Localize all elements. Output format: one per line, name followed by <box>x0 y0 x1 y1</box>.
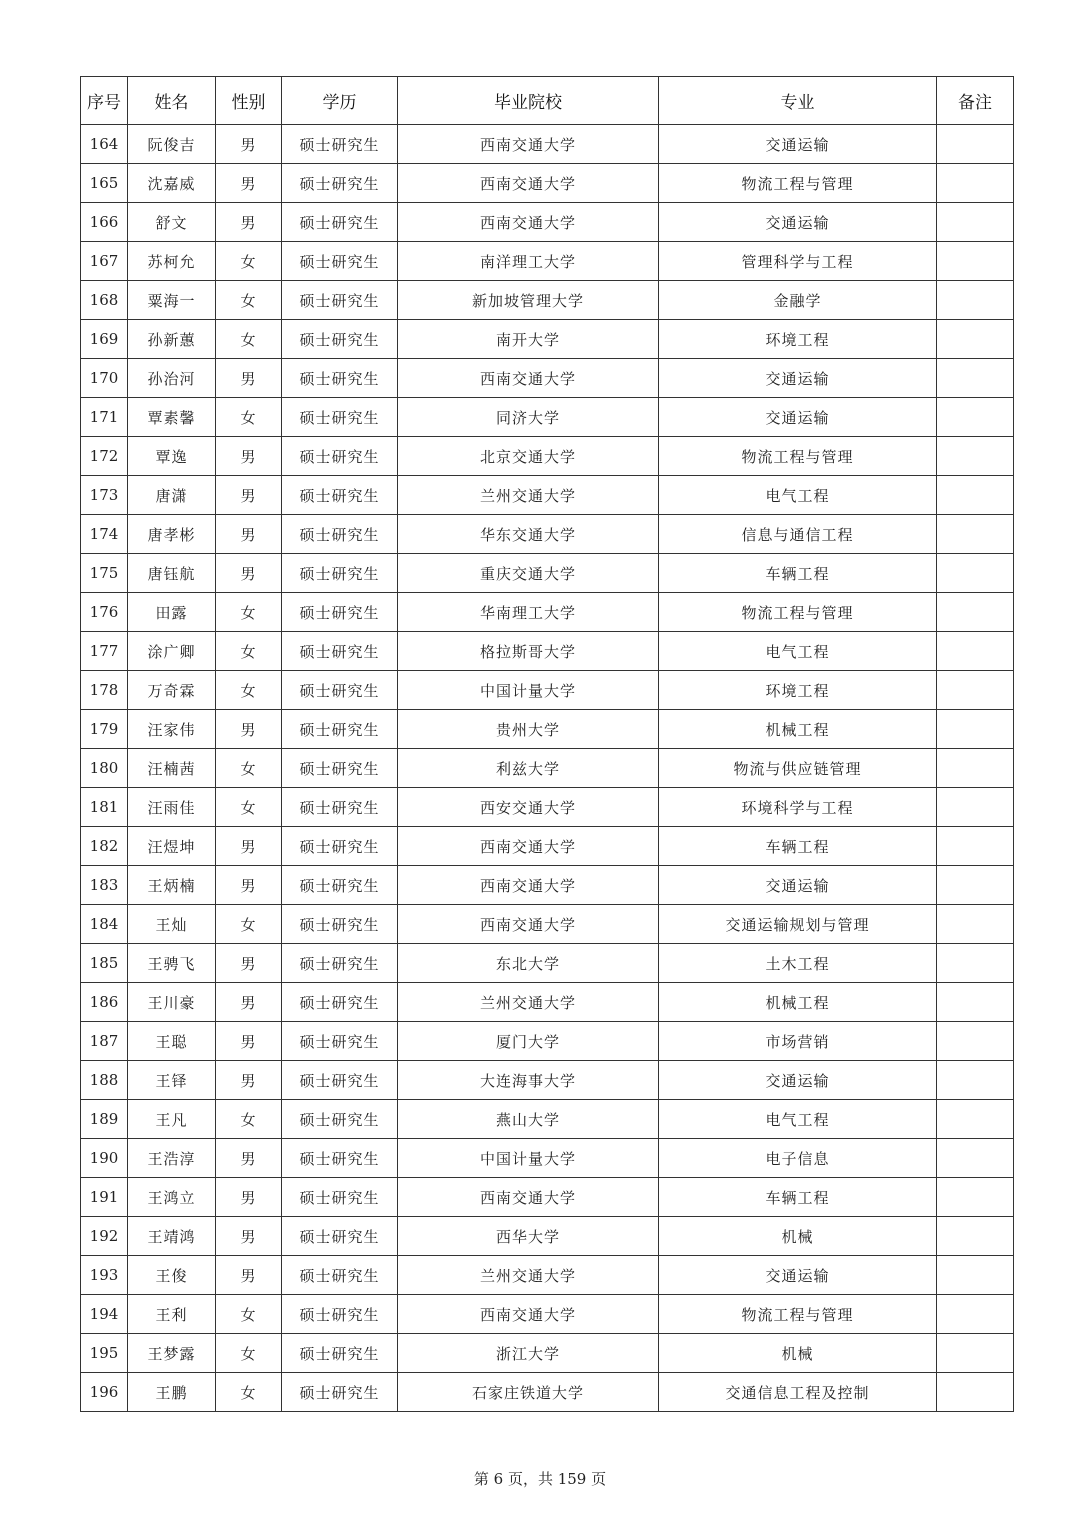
cell-col-name: 覃逸 <box>128 437 216 476</box>
cell-col-remark <box>937 1256 1014 1295</box>
cell-col-remark <box>937 710 1014 749</box>
cell-col-remark <box>937 320 1014 359</box>
cell-col-major: 物流工程与管理 <box>659 593 937 632</box>
table-row <box>81 749 1014 788</box>
cell-col-index: 180 <box>81 749 128 788</box>
cell-col-degree: 硕士研究生 <box>282 749 398 788</box>
cell-col-index: 195 <box>81 1334 128 1373</box>
cell-col-major: 交通运输 <box>659 1256 937 1295</box>
cell-col-school: 西南交通大学 <box>398 827 659 866</box>
cell-col-name: 王骋飞 <box>128 944 216 983</box>
cell-col-school: 同济大学 <box>398 398 659 437</box>
cell-col-remark <box>937 944 1014 983</box>
cell-col-name: 王聪 <box>128 1022 216 1061</box>
cell-col-major: 车辆工程 <box>659 827 937 866</box>
cell-col-school: 西南交通大学 <box>398 1295 659 1334</box>
cell-col-index: 171 <box>81 398 128 437</box>
cell-col-name: 沈嘉威 <box>128 164 216 203</box>
cell-col-gender: 女 <box>216 1100 282 1139</box>
header-col-degree: 学历 <box>282 77 398 125</box>
table-row <box>81 788 1014 827</box>
cell-col-index: 167 <box>81 242 128 281</box>
cell-col-index: 170 <box>81 359 128 398</box>
cell-col-name: 王浩淳 <box>128 1139 216 1178</box>
cell-col-school: 格拉斯哥大学 <box>398 632 659 671</box>
table-header <box>81 77 1014 125</box>
cell-col-name: 唐孝彬 <box>128 515 216 554</box>
cell-col-degree: 硕士研究生 <box>282 710 398 749</box>
cell-col-school: 华东交通大学 <box>398 515 659 554</box>
table-row <box>81 1100 1014 1139</box>
cell-col-school: 厦门大学 <box>398 1022 659 1061</box>
cell-col-index: 194 <box>81 1295 128 1334</box>
cell-col-gender: 男 <box>216 1139 282 1178</box>
cell-col-remark <box>937 203 1014 242</box>
cell-col-gender: 女 <box>216 632 282 671</box>
table-row <box>81 359 1014 398</box>
cell-col-school: 兰州交通大学 <box>398 1256 659 1295</box>
cell-col-name: 汪煜坤 <box>128 827 216 866</box>
table-body <box>81 125 1014 1412</box>
cell-col-school: 大连海事大学 <box>398 1061 659 1100</box>
cell-col-gender: 女 <box>216 281 282 320</box>
header-row <box>81 77 1014 125</box>
cell-col-remark <box>937 1139 1014 1178</box>
cell-col-remark <box>937 164 1014 203</box>
cell-col-index: 164 <box>81 125 128 164</box>
cell-col-name: 汪家伟 <box>128 710 216 749</box>
cell-col-remark <box>937 983 1014 1022</box>
cell-col-index: 174 <box>81 515 128 554</box>
cell-col-remark <box>937 788 1014 827</box>
cell-col-gender: 女 <box>216 320 282 359</box>
cell-col-index: 187 <box>81 1022 128 1061</box>
cell-col-degree: 硕士研究生 <box>282 242 398 281</box>
cell-col-name: 汪雨佳 <box>128 788 216 827</box>
cell-col-school: 新加坡管理大学 <box>398 281 659 320</box>
header-col-name: 姓名 <box>128 77 216 125</box>
cell-col-gender: 女 <box>216 1334 282 1373</box>
cell-col-remark <box>937 1022 1014 1061</box>
cell-col-major: 管理科学与工程 <box>659 242 937 281</box>
cell-col-degree: 硕士研究生 <box>282 398 398 437</box>
cell-col-name: 王凡 <box>128 1100 216 1139</box>
cell-col-degree: 硕士研究生 <box>282 1373 398 1412</box>
cell-col-remark <box>937 398 1014 437</box>
table-row <box>81 125 1014 164</box>
cell-col-degree: 硕士研究生 <box>282 1022 398 1061</box>
cell-col-degree: 硕士研究生 <box>282 1334 398 1373</box>
cell-col-major: 车辆工程 <box>659 1178 937 1217</box>
cell-col-index: 165 <box>81 164 128 203</box>
cell-col-school: 燕山大学 <box>398 1100 659 1139</box>
cell-col-index: 190 <box>81 1139 128 1178</box>
cell-col-gender: 女 <box>216 398 282 437</box>
cell-col-school: 西南交通大学 <box>398 1178 659 1217</box>
cell-col-school: 西南交通大学 <box>398 359 659 398</box>
cell-col-school: 西南交通大学 <box>398 905 659 944</box>
cell-col-index: 188 <box>81 1061 128 1100</box>
header-col-gender: 性别 <box>216 77 282 125</box>
cell-col-index: 189 <box>81 1100 128 1139</box>
cell-col-index: 191 <box>81 1178 128 1217</box>
page-footer: 第 6 页，共 159 页 <box>473 1470 607 1488</box>
table-row <box>81 164 1014 203</box>
cell-col-degree: 硕士研究生 <box>282 1217 398 1256</box>
cell-col-index: 175 <box>81 554 128 593</box>
cell-col-index: 183 <box>81 866 128 905</box>
cell-col-major: 车辆工程 <box>659 554 937 593</box>
cell-col-gender: 女 <box>216 1295 282 1334</box>
cell-col-gender: 女 <box>216 905 282 944</box>
cell-col-name: 唐潇 <box>128 476 216 515</box>
cell-col-school: 利兹大学 <box>398 749 659 788</box>
cell-col-degree: 硕士研究生 <box>282 866 398 905</box>
table-row <box>81 593 1014 632</box>
cell-col-degree: 硕士研究生 <box>282 1100 398 1139</box>
roster-table <box>80 76 1014 1412</box>
cell-col-degree: 硕士研究生 <box>282 515 398 554</box>
cell-col-school: 西安交通大学 <box>398 788 659 827</box>
cell-col-major: 物流工程与管理 <box>659 164 937 203</box>
cell-col-major: 物流工程与管理 <box>659 437 937 476</box>
header-col-remark: 备注 <box>937 77 1014 125</box>
table-row <box>81 944 1014 983</box>
cell-col-degree: 硕士研究生 <box>282 164 398 203</box>
cell-col-major: 土木工程 <box>659 944 937 983</box>
cell-col-remark <box>937 749 1014 788</box>
cell-col-index: 196 <box>81 1373 128 1412</box>
cell-col-degree: 硕士研究生 <box>282 788 398 827</box>
cell-col-school: 中国计量大学 <box>398 671 659 710</box>
cell-col-gender: 男 <box>216 1022 282 1061</box>
cell-col-index: 184 <box>81 905 128 944</box>
cell-col-major: 交通运输规划与管理 <box>659 905 937 944</box>
cell-col-major: 机械 <box>659 1217 937 1256</box>
cell-col-school: 西南交通大学 <box>398 164 659 203</box>
cell-col-degree: 硕士研究生 <box>282 632 398 671</box>
table-row <box>81 242 1014 281</box>
cell-col-remark <box>937 242 1014 281</box>
table-row <box>81 1334 1014 1373</box>
header-col-school: 毕业院校 <box>398 77 659 125</box>
cell-col-remark <box>937 125 1014 164</box>
cell-col-major: 交通运输 <box>659 398 937 437</box>
cell-col-name: 苏柯允 <box>128 242 216 281</box>
cell-col-name: 王梦露 <box>128 1334 216 1373</box>
cell-col-school: 浙江大学 <box>398 1334 659 1373</box>
table-row <box>81 515 1014 554</box>
cell-col-degree: 硕士研究生 <box>282 320 398 359</box>
cell-col-remark <box>937 905 1014 944</box>
cell-col-degree: 硕士研究生 <box>282 905 398 944</box>
cell-col-degree: 硕士研究生 <box>282 281 398 320</box>
cell-col-school: 西南交通大学 <box>398 866 659 905</box>
cell-col-major: 交通运输 <box>659 1061 937 1100</box>
cell-col-school: 南开大学 <box>398 320 659 359</box>
cell-col-school: 西华大学 <box>398 1217 659 1256</box>
cell-col-name: 覃素馨 <box>128 398 216 437</box>
table-row <box>81 1178 1014 1217</box>
cell-col-gender: 女 <box>216 788 282 827</box>
cell-col-index: 193 <box>81 1256 128 1295</box>
cell-col-index: 181 <box>81 788 128 827</box>
cell-col-name: 王炳楠 <box>128 866 216 905</box>
cell-col-name: 汪楠茜 <box>128 749 216 788</box>
cell-col-school: 西南交通大学 <box>398 203 659 242</box>
cell-col-index: 166 <box>81 203 128 242</box>
cell-col-remark <box>937 1334 1014 1373</box>
table-row <box>81 320 1014 359</box>
cell-col-degree: 硕士研究生 <box>282 437 398 476</box>
cell-col-name: 唐钰航 <box>128 554 216 593</box>
cell-col-remark <box>937 554 1014 593</box>
cell-col-name: 田露 <box>128 593 216 632</box>
cell-col-name: 孙新蕙 <box>128 320 216 359</box>
cell-col-degree: 硕士研究生 <box>282 1295 398 1334</box>
cell-col-name: 王铎 <box>128 1061 216 1100</box>
table-row <box>81 827 1014 866</box>
cell-col-major: 电气工程 <box>659 1100 937 1139</box>
cell-col-major: 电气工程 <box>659 476 937 515</box>
cell-col-gender: 男 <box>216 866 282 905</box>
table-row <box>81 1217 1014 1256</box>
cell-col-school: 北京交通大学 <box>398 437 659 476</box>
table-row <box>81 710 1014 749</box>
cell-col-gender: 女 <box>216 1373 282 1412</box>
cell-col-remark <box>937 593 1014 632</box>
table-row <box>81 671 1014 710</box>
cell-col-name: 涂广卿 <box>128 632 216 671</box>
cell-col-name: 王靖鸿 <box>128 1217 216 1256</box>
cell-col-degree: 硕士研究生 <box>282 476 398 515</box>
cell-col-gender: 男 <box>216 125 282 164</box>
cell-col-major: 机械工程 <box>659 710 937 749</box>
cell-col-degree: 硕士研究生 <box>282 554 398 593</box>
cell-col-name: 王鹏 <box>128 1373 216 1412</box>
cell-col-degree: 硕士研究生 <box>282 827 398 866</box>
cell-col-degree: 硕士研究生 <box>282 359 398 398</box>
cell-col-major: 信息与通信工程 <box>659 515 937 554</box>
cell-col-gender: 男 <box>216 359 282 398</box>
cell-col-degree: 硕士研究生 <box>282 125 398 164</box>
cell-col-gender: 男 <box>216 1256 282 1295</box>
cell-col-name: 粟海一 <box>128 281 216 320</box>
cell-col-school: 重庆交通大学 <box>398 554 659 593</box>
cell-col-gender: 男 <box>216 710 282 749</box>
cell-col-gender: 男 <box>216 983 282 1022</box>
header-col-major: 专业 <box>659 77 937 125</box>
cell-col-major: 交通运输 <box>659 359 937 398</box>
table-row <box>81 983 1014 1022</box>
cell-col-index: 176 <box>81 593 128 632</box>
cell-col-index: 169 <box>81 320 128 359</box>
cell-col-school: 石家庄铁道大学 <box>398 1373 659 1412</box>
cell-col-major: 物流工程与管理 <box>659 1295 937 1334</box>
cell-col-name: 王俊 <box>128 1256 216 1295</box>
cell-col-gender: 女 <box>216 671 282 710</box>
cell-col-major: 市场营销 <box>659 1022 937 1061</box>
cell-col-gender: 男 <box>216 203 282 242</box>
cell-col-remark <box>937 1061 1014 1100</box>
cell-col-index: 186 <box>81 983 128 1022</box>
cell-col-gender: 男 <box>216 164 282 203</box>
table-row <box>81 1295 1014 1334</box>
table-row <box>81 203 1014 242</box>
cell-col-remark <box>937 1178 1014 1217</box>
table-row <box>81 1022 1014 1061</box>
cell-col-school: 兰州交通大学 <box>398 476 659 515</box>
cell-col-major: 机械 <box>659 1334 937 1373</box>
cell-col-degree: 硕士研究生 <box>282 1139 398 1178</box>
cell-col-major: 环境工程 <box>659 320 937 359</box>
cell-col-name: 王利 <box>128 1295 216 1334</box>
cell-col-gender: 男 <box>216 1217 282 1256</box>
cell-col-remark <box>937 827 1014 866</box>
cell-col-remark <box>937 359 1014 398</box>
cell-col-degree: 硕士研究生 <box>282 203 398 242</box>
cell-col-gender: 女 <box>216 242 282 281</box>
cell-col-remark <box>937 1217 1014 1256</box>
cell-col-gender: 男 <box>216 944 282 983</box>
cell-col-index: 173 <box>81 476 128 515</box>
cell-col-major: 电气工程 <box>659 632 937 671</box>
table-row <box>81 632 1014 671</box>
cell-col-major: 机械工程 <box>659 983 937 1022</box>
cell-col-name: 阮俊吉 <box>128 125 216 164</box>
cell-col-gender: 男 <box>216 1178 282 1217</box>
cell-col-remark <box>937 1373 1014 1412</box>
cell-col-remark <box>937 1295 1014 1334</box>
table-row <box>81 1061 1014 1100</box>
cell-col-major: 交通运输 <box>659 203 937 242</box>
cell-col-remark <box>937 632 1014 671</box>
cell-col-index: 178 <box>81 671 128 710</box>
cell-col-major: 环境科学与工程 <box>659 788 937 827</box>
table-row <box>81 866 1014 905</box>
cell-col-name: 王灿 <box>128 905 216 944</box>
cell-col-index: 185 <box>81 944 128 983</box>
cell-col-major: 交通信息工程及控制 <box>659 1373 937 1412</box>
cell-col-index: 192 <box>81 1217 128 1256</box>
cell-col-degree: 硕士研究生 <box>282 944 398 983</box>
cell-col-degree: 硕士研究生 <box>282 1256 398 1295</box>
cell-col-name: 王鸿立 <box>128 1178 216 1217</box>
cell-col-gender: 男 <box>216 827 282 866</box>
cell-col-gender: 男 <box>216 476 282 515</box>
cell-col-major: 交通运输 <box>659 125 937 164</box>
cell-col-name: 万奇霖 <box>128 671 216 710</box>
cell-col-degree: 硕士研究生 <box>282 983 398 1022</box>
cell-col-major: 物流与供应链管理 <box>659 749 937 788</box>
cell-col-remark <box>937 476 1014 515</box>
cell-col-major: 电子信息 <box>659 1139 937 1178</box>
table-row <box>81 1139 1014 1178</box>
table-row <box>81 476 1014 515</box>
cell-col-remark <box>937 1100 1014 1139</box>
table-row <box>81 1373 1014 1412</box>
cell-col-degree: 硕士研究生 <box>282 671 398 710</box>
cell-col-school: 南洋理工大学 <box>398 242 659 281</box>
cell-col-index: 177 <box>81 632 128 671</box>
cell-col-gender: 男 <box>216 1061 282 1100</box>
cell-col-degree: 硕士研究生 <box>282 1061 398 1100</box>
cell-col-school: 东北大学 <box>398 944 659 983</box>
cell-col-gender: 男 <box>216 515 282 554</box>
cell-col-remark <box>937 515 1014 554</box>
cell-col-degree: 硕士研究生 <box>282 1178 398 1217</box>
cell-col-name: 孙治河 <box>128 359 216 398</box>
cell-col-gender: 女 <box>216 593 282 632</box>
cell-col-gender: 男 <box>216 554 282 593</box>
cell-col-gender: 女 <box>216 749 282 788</box>
cell-col-school: 华南理工大学 <box>398 593 659 632</box>
cell-col-school: 西南交通大学 <box>398 125 659 164</box>
cell-col-major: 金融学 <box>659 281 937 320</box>
cell-col-index: 182 <box>81 827 128 866</box>
cell-col-index: 172 <box>81 437 128 476</box>
cell-col-degree: 硕士研究生 <box>282 593 398 632</box>
cell-col-school: 中国计量大学 <box>398 1139 659 1178</box>
cell-col-index: 179 <box>81 710 128 749</box>
cell-col-major: 环境工程 <box>659 671 937 710</box>
cell-col-remark <box>937 671 1014 710</box>
table-row <box>81 554 1014 593</box>
cell-col-name: 舒文 <box>128 203 216 242</box>
table-row <box>81 398 1014 437</box>
cell-col-major: 交通运输 <box>659 866 937 905</box>
table-row <box>81 437 1014 476</box>
header-col-index: 序号 <box>81 77 128 125</box>
cell-col-remark <box>937 437 1014 476</box>
cell-col-remark <box>937 866 1014 905</box>
cell-col-index: 168 <box>81 281 128 320</box>
cell-col-school: 兰州交通大学 <box>398 983 659 1022</box>
table-row <box>81 281 1014 320</box>
cell-col-remark <box>937 281 1014 320</box>
cell-col-name: 王川豪 <box>128 983 216 1022</box>
cell-col-school: 贵州大学 <box>398 710 659 749</box>
cell-col-gender: 男 <box>216 437 282 476</box>
table-row <box>81 1256 1014 1295</box>
table-row <box>81 905 1014 944</box>
